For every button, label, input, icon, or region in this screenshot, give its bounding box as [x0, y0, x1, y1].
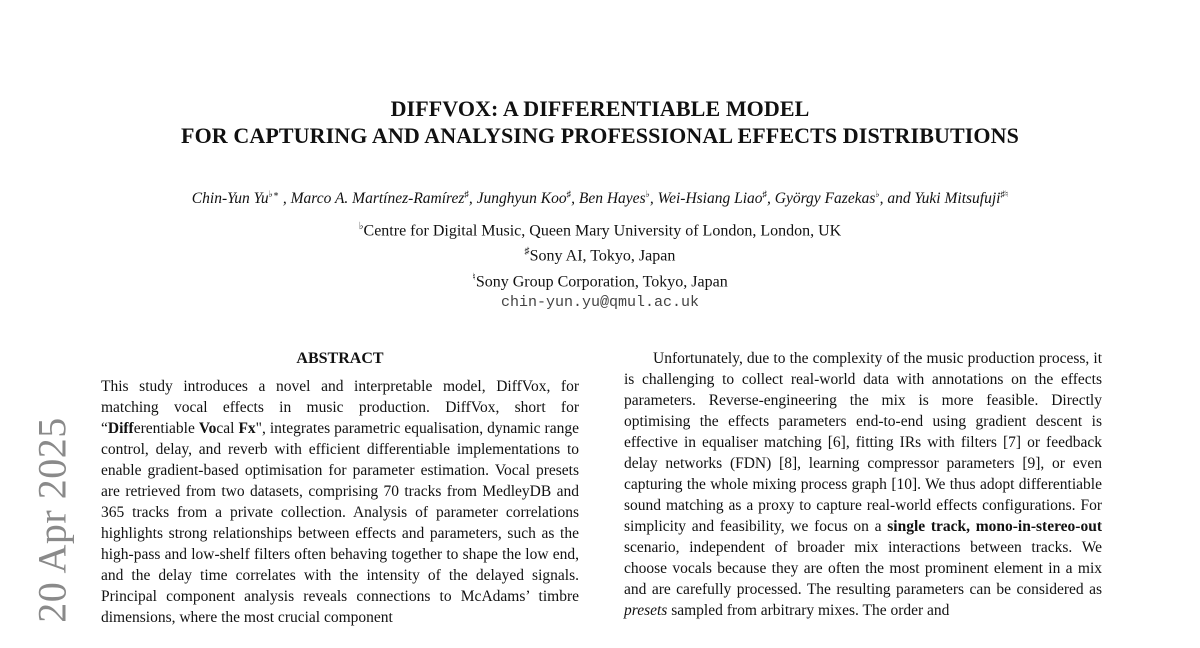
- intro-text-run: sampled from arbitrary mixes. The order and: [667, 602, 950, 619]
- affiliation: [0, 241, 1200, 266]
- intro-text-run: Unfortunately, due to the complexity of the music production process, it is challenging to collect real-world data with annotations on the effects parameters. Reverse-engineering the mix is more feasible. Directly optimising the effects parameters end-to-end using gradient descent is effective in equaliser matching [6], fitting IRs with filters [7] or feedback delay networks (FDN) [8], learning compressor parameters [9], or even capturing the whole mixing process graph [10]. We thus adopt differentiable sound matching as a proxy to capture real-world effects configurations. For simplicity and feasibility, we focus on a: [624, 350, 1102, 535]
- intro-bold-run: single track, mono-in-stereo-out: [887, 518, 1102, 535]
- author-marks: ♭: [875, 189, 880, 199]
- author-separator: ,: [649, 190, 658, 208]
- left-column: [101, 348, 579, 628]
- abstract-text-run: This study introduces a novel and interpretable model, DiffVox, for matching vocal effects in music production. DiffVox, short for “: [101, 378, 579, 437]
- author-name: Ben Hayes: [578, 190, 646, 208]
- affiliation-mark: ♯: [524, 246, 530, 258]
- author-separator: ,: [468, 190, 477, 208]
- author-name: Yuki Mitsufuji: [914, 190, 1001, 208]
- intro-text-run: scenario, independent of broader mix interactions between tracks. We choose vocals because they are often the most prominent element in a mix and are carefully processed. The resulting parameters can be considered as: [624, 539, 1102, 598]
- affiliation-text: Sony AI, Tokyo, Japan: [529, 247, 676, 265]
- author-email: chin-yun.yu@qmul.ac.uk: [500, 293, 700, 311]
- author-name: Wei-Hsiang Liao: [657, 190, 763, 208]
- author-marks: ♯: [762, 189, 768, 199]
- affiliation-mark: ♭: [358, 221, 364, 232]
- abstract-text-run: erentiable: [133, 420, 199, 437]
- author-name: György Fazekas: [774, 190, 876, 208]
- author-separator: , and: [879, 190, 915, 208]
- abstract-text-run: cal: [216, 420, 239, 437]
- paper-title: [0, 95, 1200, 149]
- affiliation: [0, 267, 1200, 292]
- intro-italic-run: presets: [624, 602, 668, 619]
- author-separator: ,: [279, 190, 291, 208]
- right-column: [624, 348, 1102, 621]
- author-separator: ,: [767, 190, 775, 208]
- author-name: Chin-Yun Yu: [191, 190, 269, 208]
- author-marks: ♯: [566, 189, 572, 199]
- title-line-1: DIFFVOX: A DIFFERENTIABLE MODEL: [390, 96, 810, 121]
- author-marks: ♭: [645, 189, 650, 199]
- affiliation-mark: ♮: [472, 271, 476, 283]
- arxiv-date-stamp: 20 Apr 2025: [29, 417, 75, 623]
- abstract-bold-run: Fx: [238, 420, 256, 437]
- author-list: [0, 183, 1200, 210]
- abstract-bold-run: Diff: [107, 420, 134, 437]
- abstract-bold-run: Vo: [198, 420, 217, 437]
- author-name: Marco A. Martínez-Ramírez: [290, 190, 465, 208]
- author-marks: ♯♮: [1000, 189, 1009, 199]
- affiliation-text: Centre for Digital Music, Queen Mary University of London, London, UK: [363, 222, 842, 240]
- affiliation: [0, 216, 1200, 241]
- affiliation-text: Sony Group Corporation, Tokyo, Japan: [475, 272, 728, 290]
- author-marks: ♯: [464, 189, 469, 199]
- abstract-text: [101, 376, 579, 628]
- affiliation-block: [0, 216, 1200, 313]
- abstract-text-run: ", integrates parametric equalisation, dynamic range control, delay, and reverb with efficient differentiable implementations to enable gradient-based optimisation for parameter estimation. Vocal presets are retrieved from two datasets, comprising 70 tracks from MedleyDB and 365 tracks from a private collection. Analysis of parameter correlations highlights strong relationships between effects and parameters, such as the high-pass and low-shelf filters often behaving together to shape the low end, and the delay time correlates with the intensity of the delayed signals. Principal component analysis reveals connections to McAdams’ timbre dimensions, where the most crucial component: [101, 420, 579, 626]
- intro-paragraph: [624, 348, 1102, 621]
- author-separator: ,: [571, 190, 579, 208]
- abstract-heading: ABSTRACT: [296, 350, 384, 367]
- author-name: Junghyun Koo: [476, 190, 567, 208]
- title-line-2: FOR CAPTURING AND ANALYSING PROFESSIONAL EFFECTS DISTRIBUTIONS: [181, 123, 1019, 148]
- author-marks: ♭∗: [268, 189, 279, 199]
